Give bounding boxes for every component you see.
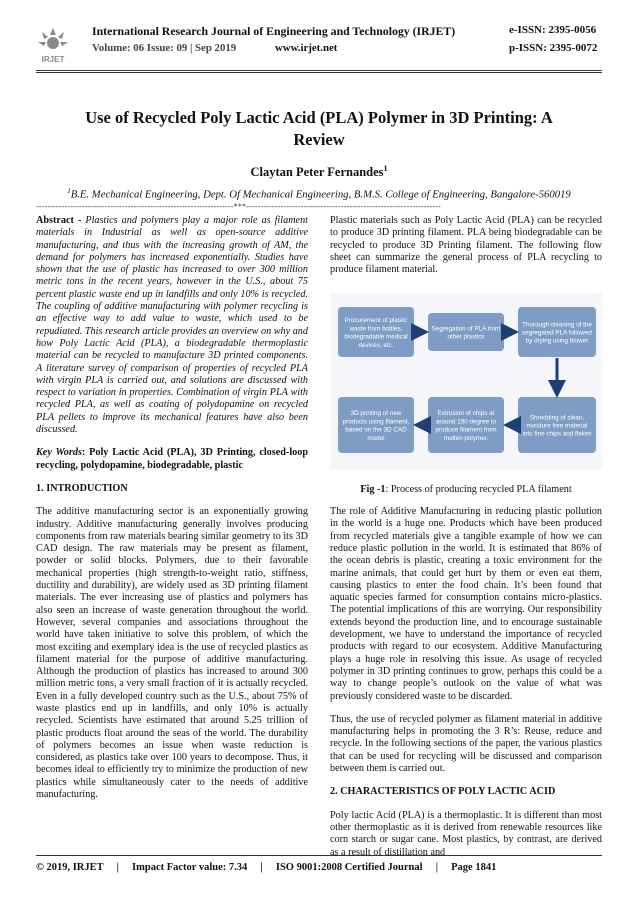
footer-rule: [36, 855, 602, 856]
figure-caption: Fig -1: Process of producing recycled PLA filament: [360, 483, 572, 495]
flow-box-text: molten polymer.: [443, 435, 489, 443]
paper-title: Use of Recycled Poly Lactic Acid (PLA) Polymer in 3D Printing: A Review: [85, 108, 553, 149]
section-heading-introduction: 1. INTRODUCTION: [36, 482, 128, 494]
journal-header: [0, 10, 638, 68]
pla-recycling-flow-figure: [330, 293, 602, 469]
paragraph-role-of-am: The role of Additive Manufacturing in reducing plastic pollution in the world is a huge one. Products which have been produced from recycled materials give a tangible example of how we can reduce plastic pollution in the world. It is estimated that 86% of the ocean debris is plastic, creating a toxic environment for the marine animals, that could get hurt by them or even eat them, causing plastics to enter the food chain. It’s been found that aquatic species farmed for consumption contains micro-plastics. The potential implications of this are worrying. Our responsibility extends beyond the production line, and to encourage sustainable development, we have to understand the importance of recycled products with regard to our ecosystem. Additive Manufacturing plays a huge role in resolving this issue. As usage of recycled polymer in 3D printing continues to grow, perhaps this could be a way to change people’s outlook on the value of what was previously considered waste to be discarded.: [330, 506, 602, 702]
flow-box-shredding: [518, 397, 596, 453]
flow-box-text: Shredding of clean,: [529, 414, 585, 422]
flow-box-text: devices, etc.: [358, 342, 394, 350]
flow-box-text: Segregation of PLA from: [431, 325, 501, 333]
page-footer: © 2019, IRJET | Impact Factor value: 7.34 | ISO 9001:2008 Certified Journal | Page 1841: [36, 862, 497, 873]
introduction-paragraph: The additive manufacturing sector is an exponentially growing industry. Additive manufacturing generally involves producing components from raw materials bearing similar geometry to its 3D CAD design. The raw materials may be present as filament, powder or solid blocks. Polymers, due to their favorable mechanical properties (high strength-to-weight ratio, stiffness, ductility and durability), are widely used as 3D printing filament materials. The ever increasing use of plastics and polymers has also seen an increase of waste generation throughout the world. However, several companies and associations throughout the world have taken initiative to solve this problem, of which the most exciting and exemplary idea is the use of recycled plastics as filament material for the purpose of additive manufacturing. Although the production of plastics has increased to around 300 million metric tons, a very small fraction of it is actually recycled. Even in a fully developed country such as the U.S., about 75% of waste plastics end up in landfills, and only 10% is actually recycled. Scientists have estimated that around 5.25 trillion of plastic products float around the seas of the world. The durability of polymers becomes an issue when waste reduction is considered, as plastics take over 100 years to decompose. Thus, it becomes ideal to efficiently try to minimize the production of new plastics while simultaneously cater to the needs of additive manufacturing.: [36, 506, 308, 801]
irjet-logo-icon: [36, 26, 70, 66]
header-rule-bottom: [36, 72, 602, 73]
author-name: Claytan Peter Fernandes$^1$: [250, 164, 388, 180]
flow-box-text: biodegradable medical: [344, 334, 408, 342]
flow-box-text: produce filament from: [435, 427, 497, 435]
flow-box-text: Procurement of plastic: [344, 317, 408, 325]
logo-text: IRJET: [41, 55, 65, 64]
flow-box-segregation: [428, 313, 504, 351]
paragraph-three-rs: Thus, the use of recycled polymer as filament material in additive manufacturing helps in promoting the 3 R’s: Reuse, reduce and recycle. In the following sections of the paper, the various plastics that can be used for recycling will be discussed and comparison between them is carried out.: [330, 713, 602, 775]
flow-box-cleaning: [518, 307, 596, 357]
flow-box-text: segregated PLA followed: [522, 329, 592, 337]
flow-box-text: products using filament,: [342, 418, 410, 426]
flow-box-text: moisture free material: [526, 422, 588, 430]
flow-box-text: waste from bottles,: [349, 325, 403, 333]
section-heading-characteristics: 2. CHARACTERISTICS OF POLY LACTIC ACID: [330, 786, 556, 798]
flow-box-text: by drying using blower: [525, 338, 589, 346]
flow-box-text: 3D printing of new: [350, 410, 402, 418]
flow-box-procurement: [338, 307, 414, 357]
separator-line: ---------------------------------------------------------------------***--------------------------------------------------------------------: [36, 202, 441, 211]
volume-issue: Volume: 06 Issue: 09 | Sep 2019: [92, 42, 237, 54]
abstract: Abstract - Plastics and polymers play a major role as filament materials in Industrial as well as open-source additive manufacturing, and thus with the increasing growth of AM, the demand for polymers has increased exponentially. Studies have shown that the use of plastic has increased to over 300 million metric tons in the recent years, however in the U.S., about 75 percent plastic waste end up in landfills and only 10% is recycled. The coupling of additive manufacturing with polymer recycling is an effective way to add value to waste, which used to be repudiated. This research article provides an overview on why and how Poly Lactic Acid (PLA), a biodegradable thermoplastic material can be recycled to manufacture 3D printed components. A literature survey of comparison of properties of recycled PLA with virgin PLA is carried out, and solutions are discussed with respect to variation in properties. Combination of virgin PLA with recycled PLA, as well as coating of polydopamine on recycled PLA pellets to improve its mechanical features have also been discussed.: [36, 215, 308, 436]
e-issn: e-ISSN: 2395-0056: [509, 24, 597, 36]
right-column: [330, 215, 602, 870]
journal-website[interactable]: www.irjet.net: [275, 42, 338, 54]
flow-box-printing: [338, 397, 414, 453]
author-affiliation: $^1$B.E. Mechanical Engineering, Dept. Of Mechanical Engineering, B.M.S. College of Engineering, Bangalore-560019: [67, 187, 571, 201]
journal-name: International Research Journal of Engineering and Technology (IRJET): [92, 24, 456, 38]
flow-box-extrusion: [428, 397, 504, 453]
flow-box-text: other plastics: [447, 334, 485, 342]
flow-box-text: around 190 degree to: [435, 418, 497, 426]
flow-box-text: into fine chips and flakes: [522, 431, 592, 439]
flow-box-text: model: [367, 435, 385, 443]
flow-box-text: based on the 3D CAD: [345, 427, 407, 435]
flow-box-text: Thorough cleaning of the: [522, 321, 592, 329]
p-issn: p-ISSN: 2395-0072: [509, 42, 598, 54]
paragraph-plastic-materials: Plastic materials such as Poly Lactic Acid (PLA) can be recycled to produce 3D printing filament. PLA being biodegradable can be recycled to produce 3D Printing filament. The following flow sheet can summarize the general process of PLA recycling to produce filament material.: [330, 215, 602, 276]
flow-box-text: Extrusion of chips at: [437, 410, 495, 418]
header-rule-top: [36, 70, 602, 71]
keywords: Key Words: Poly Lactic Acid (PLA), 3D Printing, closed-loop recycling, polydopamine, biodegradable, plastic: [36, 447, 309, 471]
paragraph-pla-thermoplastic: Poly lactic Acid (PLA) is a thermoplastic. It is different than most other thermoplastic as it is derived from renewable resources like corn starch or sugar cane. Most plastics, by contrast, are derived as a result of distillation and: [330, 809, 602, 858]
left-column: [36, 215, 308, 812]
